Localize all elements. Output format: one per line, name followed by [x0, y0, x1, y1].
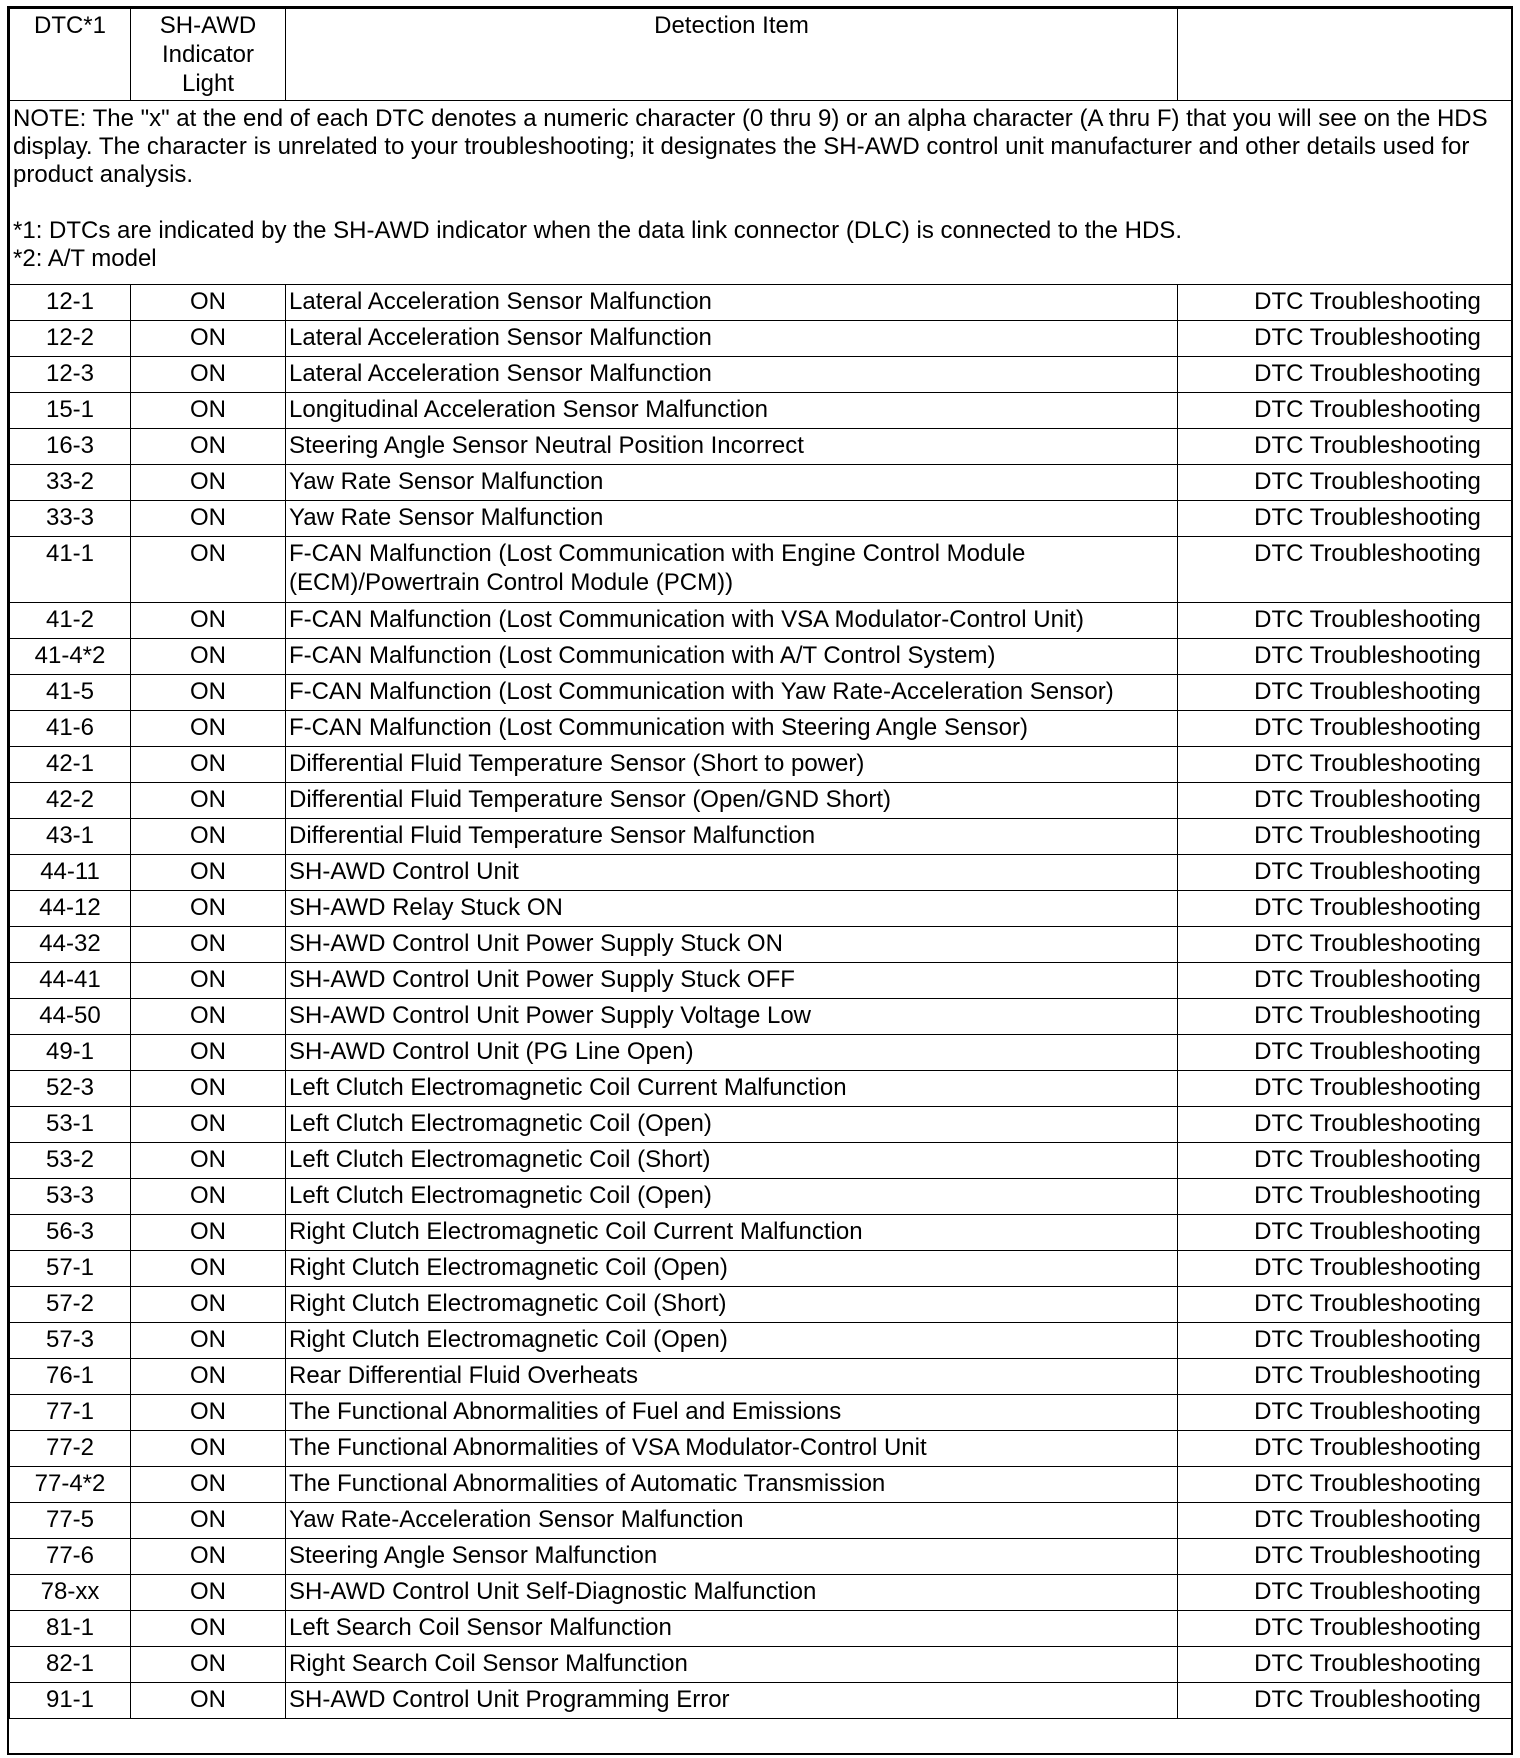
detection-item: Rear Differential Fluid Overheats	[286, 1359, 1178, 1395]
indicator-light-value: ON	[131, 711, 286, 747]
troubleshooting-link[interactable]: DTC Troubleshooting	[1178, 891, 1512, 927]
dtc-code: 41-6	[10, 711, 131, 747]
dtc-code: 41-4*2	[10, 639, 131, 675]
table-row	[10, 429, 1512, 465]
troubleshooting-link[interactable]: DTC Troubleshooting	[1178, 501, 1512, 537]
dtc-code: 42-1	[10, 747, 131, 783]
detection-item: Yaw Rate-Acceleration Sensor Malfunction	[286, 1503, 1178, 1539]
troubleshooting-link[interactable]: DTC Troubleshooting	[1178, 537, 1512, 603]
header-indicator-line3: Light	[181, 70, 235, 97]
detection-item: F-CAN Malfunction (Lost Communication with VSA Modulator-Control Unit)	[286, 603, 1178, 639]
troubleshooting-link[interactable]: DTC Troubleshooting	[1178, 465, 1512, 501]
table-row	[10, 1179, 1512, 1215]
dtc-code: 41-2	[10, 603, 131, 639]
troubleshooting-link[interactable]: DTC Troubleshooting	[1178, 285, 1512, 321]
detection-item: Lateral Acceleration Sensor Malfunction	[286, 285, 1178, 321]
troubleshooting-link[interactable]: DTC Troubleshooting	[1178, 1503, 1512, 1539]
table-row	[10, 1467, 1512, 1503]
indicator-light-value: ON	[131, 1143, 286, 1179]
table-row	[10, 639, 1512, 675]
indicator-light-value: ON	[131, 819, 286, 855]
indicator-light-value: ON	[131, 1647, 286, 1683]
table-row	[10, 675, 1512, 711]
detection-item: F-CAN Malfunction (Lost Communication with Steering Angle Sensor)	[286, 711, 1178, 747]
header-reference	[1178, 9, 1512, 101]
indicator-light-value: ON	[131, 603, 286, 639]
table-row	[10, 1071, 1512, 1107]
header-dtc: DTC*1	[10, 9, 131, 101]
troubleshooting-link[interactable]: DTC Troubleshooting	[1178, 321, 1512, 357]
indicator-light-value: ON	[131, 1575, 286, 1611]
table-row	[10, 1035, 1512, 1071]
detection-item: F-CAN Malfunction (Lost Communication with Engine Control Module (ECM)/Powertrain Control Module (PCM))	[286, 537, 1178, 603]
header-indicator-light	[131, 9, 286, 101]
table-row	[10, 747, 1512, 783]
troubleshooting-link[interactable]: DTC Troubleshooting	[1178, 603, 1512, 639]
footnote-1: *1: DTCs are indicated by the SH-AWD indicator when the data link connector (DLC) is connected to the HDS.	[13, 217, 1182, 244]
dtc-code: 91-1	[10, 1683, 131, 1719]
troubleshooting-link[interactable]: DTC Troubleshooting	[1178, 711, 1512, 747]
troubleshooting-link[interactable]: DTC Troubleshooting	[1178, 855, 1512, 891]
indicator-light-value: ON	[131, 1467, 286, 1503]
dtc-code: 77-5	[10, 1503, 131, 1539]
indicator-light-value: ON	[131, 321, 286, 357]
dtc-code: 12-2	[10, 321, 131, 357]
table-row	[10, 1575, 1512, 1611]
detection-item: Right Clutch Electromagnetic Coil Current Malfunction	[286, 1215, 1178, 1251]
detection-item: Left Clutch Electromagnetic Coil Current Malfunction	[286, 1071, 1178, 1107]
detection-item: SH-AWD Control Unit Power Supply Stuck OFF	[286, 963, 1178, 999]
troubleshooting-link[interactable]: DTC Troubleshooting	[1178, 1359, 1512, 1395]
indicator-light-value: ON	[131, 999, 286, 1035]
troubleshooting-link[interactable]: DTC Troubleshooting	[1178, 675, 1512, 711]
dtc-code: 42-2	[10, 783, 131, 819]
troubleshooting-link[interactable]: DTC Troubleshooting	[1178, 1431, 1512, 1467]
table-row	[10, 1647, 1512, 1683]
table-row	[10, 1431, 1512, 1467]
troubleshooting-link[interactable]: DTC Troubleshooting	[1178, 1323, 1512, 1359]
detection-item: Yaw Rate Sensor Malfunction	[286, 465, 1178, 501]
troubleshooting-link[interactable]: DTC Troubleshooting	[1178, 1071, 1512, 1107]
detection-item: SH-AWD Control Unit Self-Diagnostic Malfunction	[286, 1575, 1178, 1611]
dtc-table-page	[7, 6, 1513, 1755]
table-row	[10, 393, 1512, 429]
dtc-code: 53-2	[10, 1143, 131, 1179]
dtc-code: 44-41	[10, 963, 131, 999]
note-paragraph: NOTE: The "x" at the end of each DTC denotes a numeric character (0 thru 9) or an alpha character (A thru F) that you will see on the HDS display. The character is unrelated to your troubleshooting; it designates the SH-AWD control unit manufacturer and other details used for product analysis.	[13, 105, 1488, 188]
detection-item: SH-AWD Control Unit Power Supply Stuck ON	[286, 927, 1178, 963]
troubleshooting-link[interactable]: DTC Troubleshooting	[1178, 639, 1512, 675]
table-row	[10, 501, 1512, 537]
troubleshooting-link[interactable]: DTC Troubleshooting	[1178, 783, 1512, 819]
dtc-code: 77-1	[10, 1395, 131, 1431]
footnote-2: *2: A/T model	[13, 245, 157, 272]
detection-item: SH-AWD Relay Stuck ON	[286, 891, 1178, 927]
detection-item: The Functional Abnormalities of Fuel and Emissions	[286, 1395, 1178, 1431]
table-header-row	[10, 9, 1512, 101]
indicator-light-value: ON	[131, 285, 286, 321]
dtc-code: 77-2	[10, 1431, 131, 1467]
troubleshooting-link[interactable]: DTC Troubleshooting	[1178, 1539, 1512, 1575]
detection-item: Left Clutch Electromagnetic Coil (Open)	[286, 1107, 1178, 1143]
detection-item: Lateral Acceleration Sensor Malfunction	[286, 321, 1178, 357]
dtc-code: 81-1	[10, 1611, 131, 1647]
detection-item: Yaw Rate Sensor Malfunction	[286, 501, 1178, 537]
detection-item: F-CAN Malfunction (Lost Communication with Yaw Rate-Acceleration Sensor)	[286, 675, 1178, 711]
table-row	[10, 1287, 1512, 1323]
troubleshooting-link[interactable]: DTC Troubleshooting	[1178, 429, 1512, 465]
dtc-code: 53-3	[10, 1179, 131, 1215]
dtc-code: 77-4*2	[10, 1467, 131, 1503]
detection-item: Right Search Coil Sensor Malfunction	[286, 1647, 1178, 1683]
dtc-code: 41-5	[10, 675, 131, 711]
troubleshooting-link[interactable]: DTC Troubleshooting	[1178, 927, 1512, 963]
dtc-code: 49-1	[10, 1035, 131, 1071]
indicator-light-value: ON	[131, 855, 286, 891]
detection-item: SH-AWD Control Unit (PG Line Open)	[286, 1035, 1178, 1071]
troubleshooting-link[interactable]: DTC Troubleshooting	[1178, 357, 1512, 393]
detection-item: Lateral Acceleration Sensor Malfunction	[286, 357, 1178, 393]
indicator-light-value: ON	[131, 1287, 286, 1323]
dtc-code: 43-1	[10, 819, 131, 855]
troubleshooting-link[interactable]: DTC Troubleshooting	[1178, 1035, 1512, 1071]
table-row	[10, 1359, 1512, 1395]
indicator-light-value: ON	[131, 891, 286, 927]
detection-item: SH-AWD Control Unit	[286, 855, 1178, 891]
indicator-light-value: ON	[131, 1215, 286, 1251]
dtc-code: 57-3	[10, 1323, 131, 1359]
indicator-light-value: ON	[131, 1539, 286, 1575]
dtc-code: 41-1	[10, 537, 131, 603]
table-row	[10, 465, 1512, 501]
table-row	[10, 927, 1512, 963]
detection-item: Differential Fluid Temperature Sensor Malfunction	[286, 819, 1178, 855]
detection-item: Longitudinal Acceleration Sensor Malfunction	[286, 393, 1178, 429]
troubleshooting-link[interactable]: DTC Troubleshooting	[1178, 1287, 1512, 1323]
troubleshooting-link[interactable]: DTC Troubleshooting	[1178, 1179, 1512, 1215]
detection-item: Right Clutch Electromagnetic Coil (Open)	[286, 1323, 1178, 1359]
table-row	[10, 321, 1512, 357]
dtc-code: 16-3	[10, 429, 131, 465]
header-detection-item: Detection Item	[286, 9, 1178, 101]
dtc-code: 53-1	[10, 1107, 131, 1143]
indicator-light-value: ON	[131, 963, 286, 999]
table-row	[10, 783, 1512, 819]
indicator-light-value: ON	[131, 1107, 286, 1143]
dtc-code: 57-2	[10, 1287, 131, 1323]
dtc-code: 15-1	[10, 393, 131, 429]
detection-item: Left Clutch Electromagnetic Coil (Open)	[286, 1179, 1178, 1215]
troubleshooting-link[interactable]: DTC Troubleshooting	[1178, 1143, 1512, 1179]
troubleshooting-link[interactable]: DTC Troubleshooting	[1178, 747, 1512, 783]
table-row	[10, 1683, 1512, 1719]
indicator-light-value: ON	[131, 1431, 286, 1467]
troubleshooting-link[interactable]: DTC Troubleshooting	[1178, 393, 1512, 429]
dtc-code: 12-3	[10, 357, 131, 393]
detection-item: Steering Angle Sensor Malfunction	[286, 1539, 1178, 1575]
dtc-code: 57-1	[10, 1251, 131, 1287]
troubleshooting-link[interactable]: DTC Troubleshooting	[1178, 999, 1512, 1035]
indicator-light-value: ON	[131, 927, 286, 963]
indicator-light-value: ON	[131, 465, 286, 501]
table-row	[10, 963, 1512, 999]
detection-item: SH-AWD Control Unit Programming Error	[286, 1683, 1178, 1719]
troubleshooting-link[interactable]: DTC Troubleshooting	[1178, 1647, 1512, 1683]
table-row	[10, 1143, 1512, 1179]
dtc-code: 44-50	[10, 999, 131, 1035]
dtc-code: 33-2	[10, 465, 131, 501]
troubleshooting-link[interactable]: DTC Troubleshooting	[1178, 1575, 1512, 1611]
indicator-light-value: ON	[131, 783, 286, 819]
detection-item: Differential Fluid Temperature Sensor (Short to power)	[286, 747, 1178, 783]
indicator-light-value: ON	[131, 357, 286, 393]
indicator-light-value: ON	[131, 747, 286, 783]
indicator-light-value: ON	[131, 393, 286, 429]
troubleshooting-link[interactable]: DTC Troubleshooting	[1178, 1215, 1512, 1251]
indicator-light-value: ON	[131, 1503, 286, 1539]
indicator-light-value: ON	[131, 1683, 286, 1719]
dtc-code: 78-xx	[10, 1575, 131, 1611]
indicator-light-value: ON	[131, 1323, 286, 1359]
dtc-code: 52-3	[10, 1071, 131, 1107]
troubleshooting-link[interactable]: DTC Troubleshooting	[1178, 1467, 1512, 1503]
table-row	[10, 537, 1512, 603]
dtc-code: 33-3	[10, 501, 131, 537]
table-row	[10, 711, 1512, 747]
table-row	[10, 999, 1512, 1035]
troubleshooting-link[interactable]: DTC Troubleshooting	[1178, 1395, 1512, 1431]
troubleshooting-link[interactable]: DTC Troubleshooting	[1178, 963, 1512, 999]
table-row	[10, 1503, 1512, 1539]
table-row	[10, 1611, 1512, 1647]
indicator-light-value: ON	[131, 501, 286, 537]
table-row	[10, 855, 1512, 891]
table-row	[10, 891, 1512, 927]
dtc-code: 12-1	[10, 285, 131, 321]
detection-item: Right Clutch Electromagnetic Coil (Open)	[286, 1251, 1178, 1287]
detection-item: Differential Fluid Temperature Sensor (Open/GND Short)	[286, 783, 1178, 819]
troubleshooting-link[interactable]: DTC Troubleshooting	[1178, 1611, 1512, 1647]
detection-item: F-CAN Malfunction (Lost Communication with A/T Control System)	[286, 639, 1178, 675]
indicator-light-value: ON	[131, 1395, 286, 1431]
dtc-code: 56-3	[10, 1215, 131, 1251]
dtc-code: 77-6	[10, 1539, 131, 1575]
troubleshooting-link[interactable]: DTC Troubleshooting	[1178, 819, 1512, 855]
dtc-code: 76-1	[10, 1359, 131, 1395]
dtc-code: 82-1	[10, 1647, 131, 1683]
indicator-light-value: ON	[131, 537, 286, 603]
troubleshooting-link[interactable]: DTC Troubleshooting	[1178, 1107, 1512, 1143]
detection-item: Left Clutch Electromagnetic Coil (Short)	[286, 1143, 1178, 1179]
detection-item: SH-AWD Control Unit Power Supply Voltage Low	[286, 999, 1178, 1035]
table-row	[10, 357, 1512, 393]
indicator-light-value: ON	[131, 1179, 286, 1215]
header-indicator-line2: Indicator	[161, 41, 255, 68]
note-cell	[10, 101, 1512, 285]
indicator-light-value: ON	[131, 639, 286, 675]
indicator-light-value: ON	[131, 1611, 286, 1647]
dtc-code: 44-12	[10, 891, 131, 927]
dtc-table	[9, 8, 1512, 1719]
table-row	[10, 1323, 1512, 1359]
indicator-light-value: ON	[131, 1035, 286, 1071]
indicator-light-value: ON	[131, 429, 286, 465]
table-row	[10, 1395, 1512, 1431]
note-row	[10, 101, 1512, 285]
table-row	[10, 285, 1512, 321]
detection-item: Right Clutch Electromagnetic Coil (Short)	[286, 1287, 1178, 1323]
table-row	[10, 819, 1512, 855]
dtc-code: 44-11	[10, 855, 131, 891]
dtc-code: 44-32	[10, 927, 131, 963]
header-indicator-line1: SH-AWD	[159, 12, 257, 39]
table-row	[10, 1215, 1512, 1251]
indicator-light-value: ON	[131, 675, 286, 711]
detection-item: The Functional Abnormalities of Automatic Transmission	[286, 1467, 1178, 1503]
detection-item: The Functional Abnormalities of VSA Modulator-Control Unit	[286, 1431, 1178, 1467]
indicator-light-value: ON	[131, 1359, 286, 1395]
table-row	[10, 1539, 1512, 1575]
table-row	[10, 603, 1512, 639]
detection-item: Steering Angle Sensor Neutral Position Incorrect	[286, 429, 1178, 465]
detection-item: Left Search Coil Sensor Malfunction	[286, 1611, 1178, 1647]
table-row	[10, 1251, 1512, 1287]
indicator-light-value: ON	[131, 1071, 286, 1107]
troubleshooting-link[interactable]: DTC Troubleshooting	[1178, 1251, 1512, 1287]
table-row	[10, 1107, 1512, 1143]
indicator-light-value: ON	[131, 1251, 286, 1287]
troubleshooting-link[interactable]: DTC Troubleshooting	[1178, 1683, 1512, 1719]
